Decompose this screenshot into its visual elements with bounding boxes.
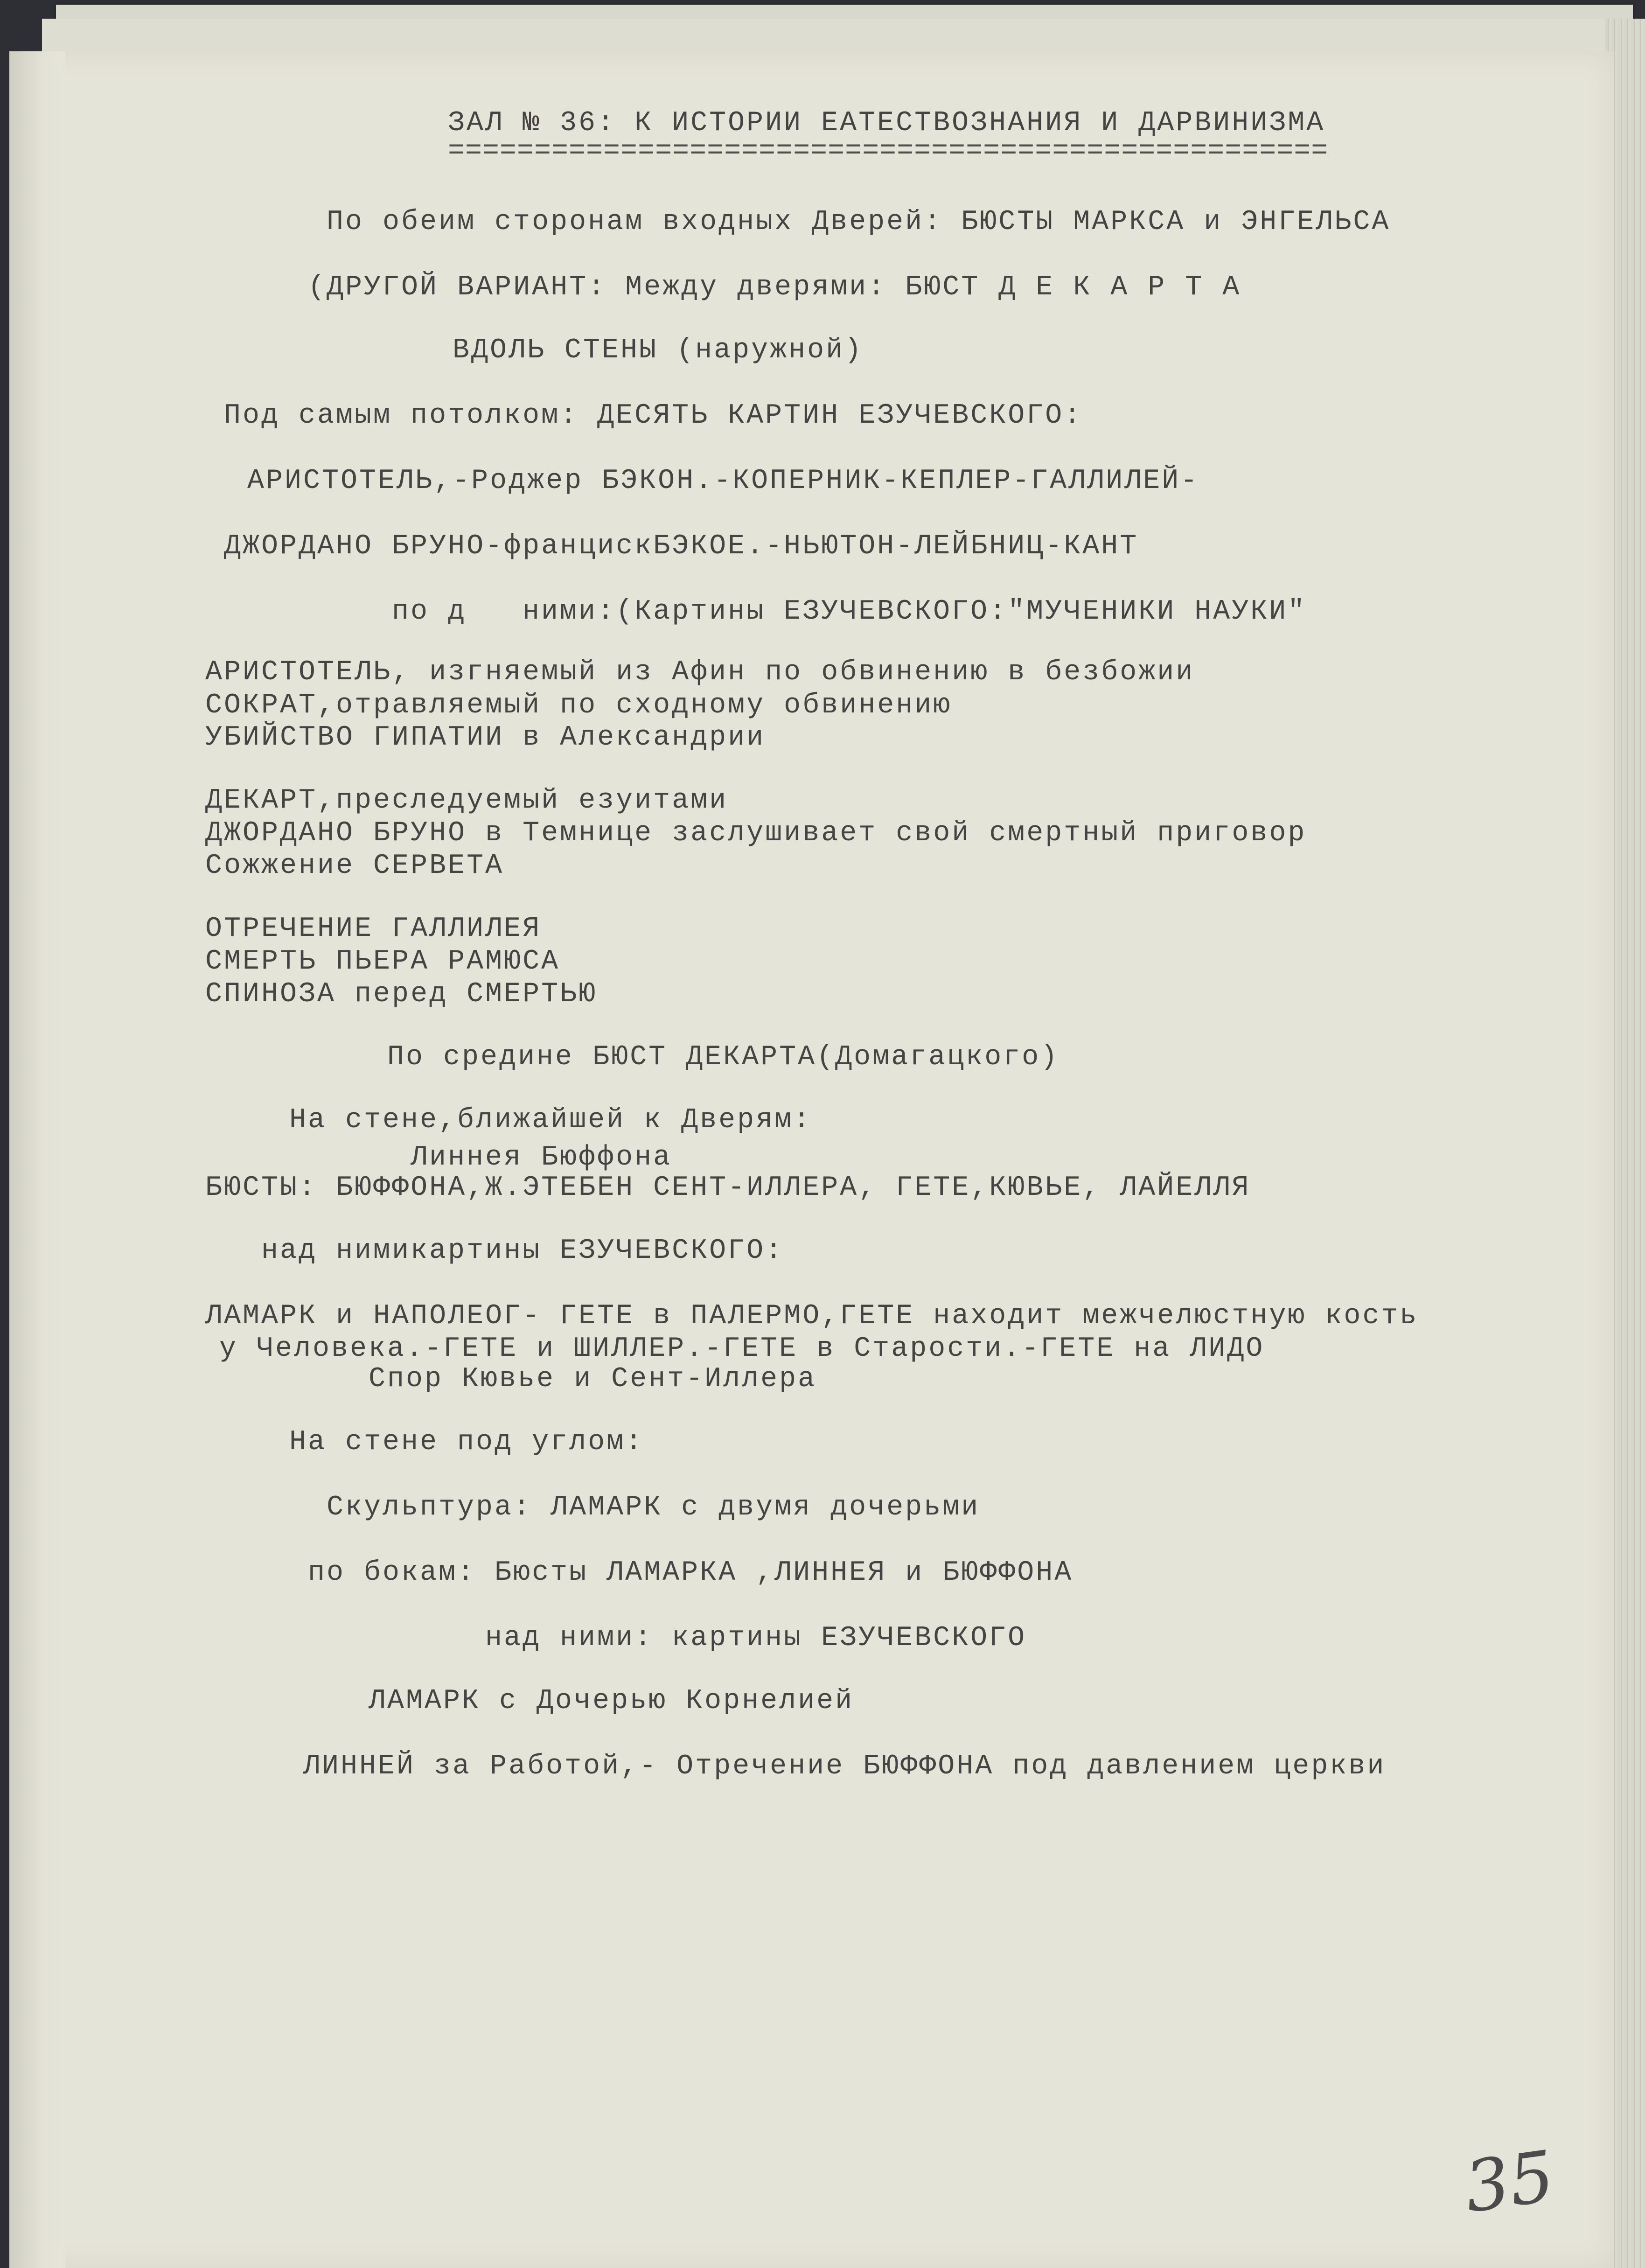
binding-edge	[9, 51, 65, 2268]
text-line: По средине БЮСТ ДЕКАРТА(Домагацкого)	[387, 1041, 1059, 1073]
text-line: над ними: картины ЕЗУЧЕВСКОГО	[485, 1622, 1027, 1654]
text-line: Сожжение СЕРВЕТА	[205, 850, 504, 882]
text-line: ДЖОРДАНО БРУНО-францискБЭКОЕ.-НЬЮТОН-ЛЕЙБНИЦ-КАНТ	[224, 530, 1139, 562]
text-line: УБИЙСТВО ГИПАТИИ в Александрии	[205, 722, 766, 754]
text-line: ЛАМАРК и НАПОЛЕОГ- ГЕТЕ в ПАЛЕРМО,ГЕТЕ находит межчелюстную кость	[205, 1300, 1419, 1332]
text-line: по бокам: Бюсты ЛАМАРКА ,ЛИННЕЯ и БЮФФОНА	[308, 1557, 1073, 1589]
text-line: Под самым потолком: ДЕСЯТЬ КАРТИН ЕЗУЧЕВСКОГО:	[224, 400, 1083, 432]
title-underline: ===================================================	[448, 135, 1329, 167]
text-line: ДЖОРДАНО БРУНО в Темнице заслушивает свой смертный приговор	[205, 817, 1307, 849]
text-line: СМЕРТЬ ПЬЕРА РАМЮСА	[205, 946, 560, 977]
text-line: СПИНОЗА перед СМЕРТЬЮ	[205, 978, 598, 1010]
handwritten-page-number: 35	[1459, 2135, 1560, 2229]
text-line: Скульптура: ЛАМАРК с двумя дочерьми	[327, 1492, 980, 1523]
text-line: (ДРУГОЙ ВАРИАНТ: Между дверями: БЮСТ Д Е К А Р Т А	[308, 272, 1241, 303]
text-line: ВДОЛЬ СТЕНЫ (наружной)	[453, 335, 864, 366]
text-line: ДЕКАРТ,преследуемый езуитами	[205, 785, 728, 816]
text-line: По обеим сторонам входных Дверей: БЮСТЫ МАРКСА и ЭНГЕЛЬСА	[327, 206, 1391, 238]
text-line: АРИСТОТЕЛЬ,-Роджер БЭКОН.-КОПЕРНИК-КЕПЛЕР-ГАЛЛИЛЕЙ-	[247, 465, 1199, 497]
text-line: БЮСТЫ: БЮФФОНА,Ж.ЭТЕБЕН СЕНТ-ИЛЛЕРА, ГЕТЕ,КЮВЬЕ, ЛАЙЕЛЛЯ	[205, 1172, 1251, 1204]
text-line: ЛИННЕЙ за Работой,- Отречение БЮФФОНА под давлением церкви	[303, 1751, 1386, 1782]
text-line: ЛАМАРК с Дочерью Корнелией	[369, 1685, 854, 1717]
text-line: над нимикартины ЕЗУЧЕВСКОГО:	[261, 1235, 784, 1267]
text-line: СОКРАТ,отравляемый по сходному обвинению	[205, 690, 952, 721]
text-line: по д ними:(Картины ЕЗУЧЕВСКОГО:"МУЧЕНИКИ НАУКИ"	[392, 596, 1307, 628]
text-line: у Человека.-ГЕТЕ и ШИЛЛЕР.-ГЕТЕ в Старости.-ГЕТЕ на ЛИДО	[219, 1333, 1265, 1365]
text-line: АРИСТОТЕЛЬ, изгняемый из Афин по обвинению в безбожии	[205, 656, 1195, 688]
text-line: На стене под углом:	[289, 1426, 644, 1458]
typewritten-sheet	[9, 51, 1614, 2268]
text-line: Спор Кювье и Сент-Иллера	[369, 1363, 817, 1395]
page-title: ЗАЛ № 36: К ИСТОРИИ ЕАТЕСТВОЗНАНИЯ И ДАРВИНИЗМА	[448, 107, 1325, 139]
text-line: ОТРЕЧЕНИЕ ГАЛЛИЛЕЯ	[205, 913, 542, 945]
text-line: Линнея Бюффона	[411, 1142, 672, 1173]
text-line: На стене,ближайшей к Дверям:	[289, 1104, 812, 1136]
